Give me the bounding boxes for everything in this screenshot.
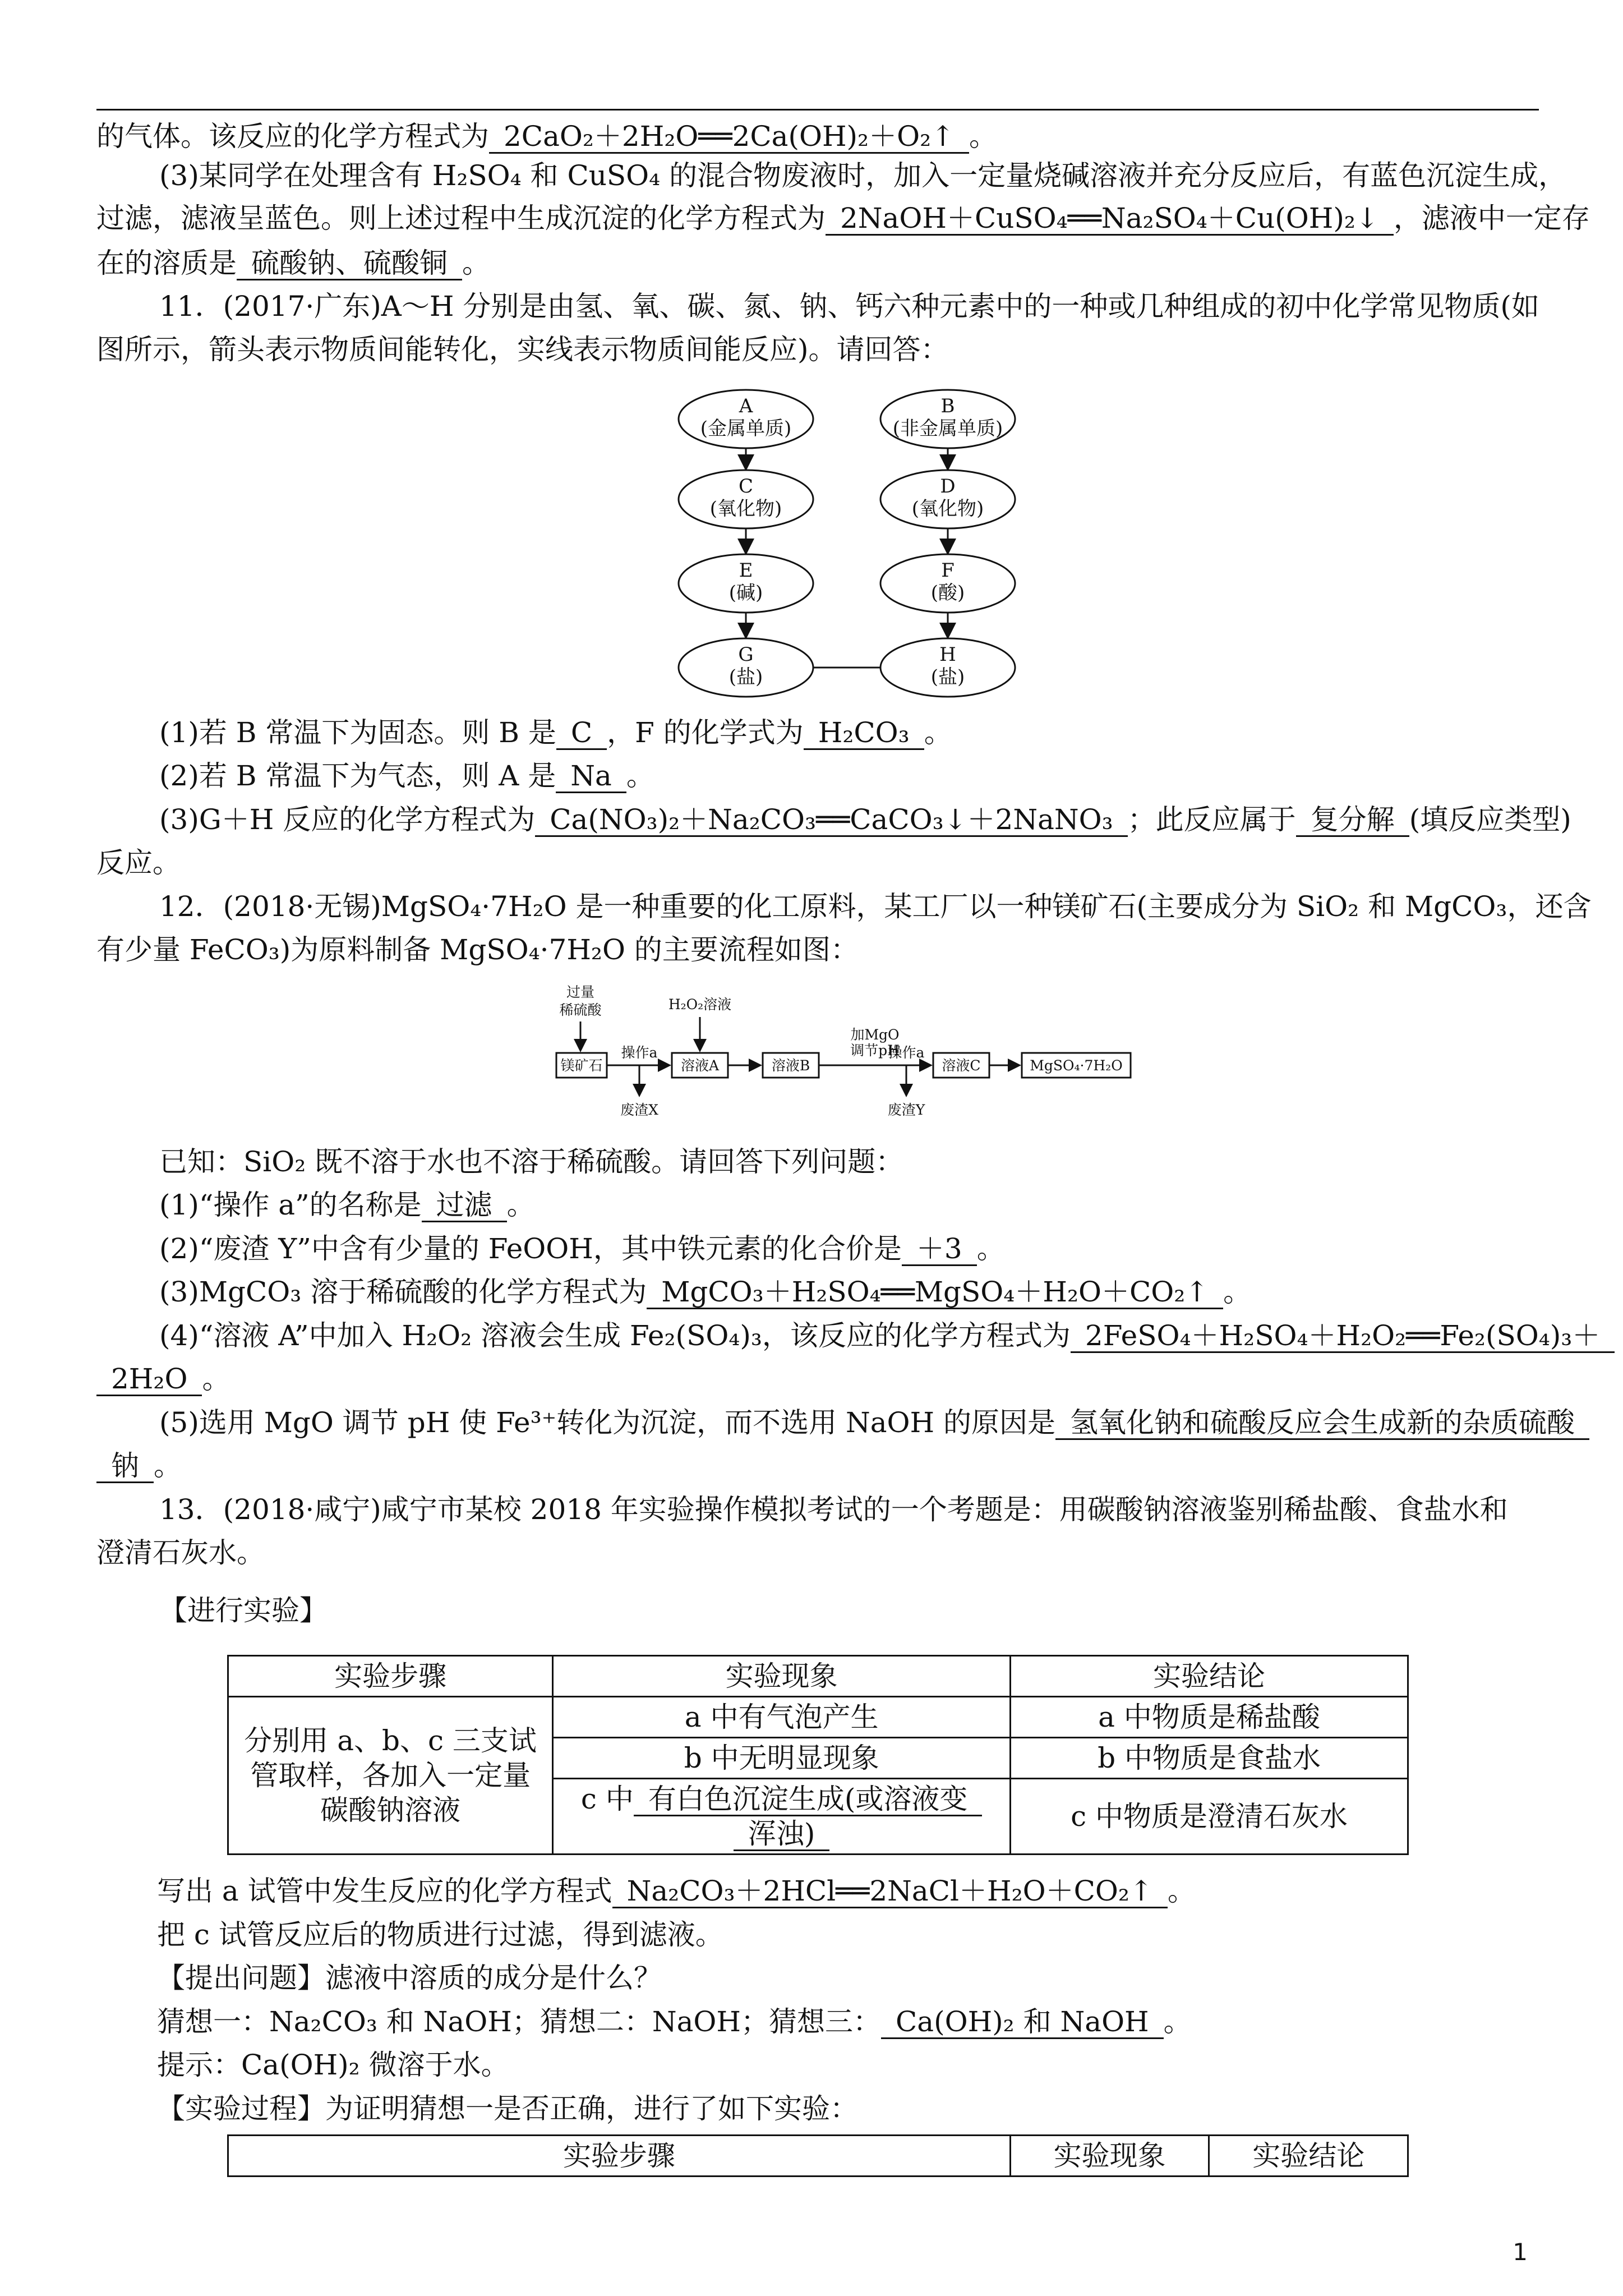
table-cell: b 中无明显现象: [553, 1738, 1011, 1779]
table-cell: b 中物质是食盐水: [1011, 1738, 1408, 1779]
answer-blank: H₂CO₃: [804, 717, 924, 750]
operation-label: 操作a: [888, 1045, 925, 1061]
process-flow-diagram: [550, 984, 1144, 1133]
answer-blank: 2FeSO₄＋H₂SO₄＋H₂O₂══Fe₂(SO₄)₃＋: [1071, 1320, 1615, 1353]
table-header: 实验步骤: [228, 1656, 553, 1697]
text-line: 澄清石灰水。: [96, 1536, 265, 1569]
answer-blank: 复分解: [1296, 804, 1409, 837]
node-B-letter: B: [940, 395, 955, 417]
table-header: 实验结论: [1011, 1656, 1408, 1697]
text-line: 把 c 试管反应后的物质进行过滤，得到滤液。: [157, 1918, 723, 1951]
answer-blank: Na₂CO₃＋2HCl══2NaCl＋H₂O＋CO₂↑: [612, 1875, 1168, 1908]
answer-blank: Ca(NO₃)₂＋Na₂CO₃══CaCO₃↓＋2NaNO₃: [535, 804, 1127, 837]
reagent-label: H₂O₂溶液: [668, 996, 732, 1013]
answer-blank: 浑浊): [734, 1818, 830, 1851]
top-rule: [96, 109, 1539, 111]
text-line: 猜想一：Na₂CO₃ 和 NaOH；猜想二：NaOH；猜想三： Ca(OH)₂ 和 NaOH 。: [157, 2005, 1192, 2038]
text-line: (5)选用 MgO 调节 pH 使 Fe³⁺转化为沉淀，而不选用 NaOH 的原因是 氢氧化钠和硫酸反应会生成新的杂质硫酸: [96, 1405, 1601, 1440]
answer-blank: 2H₂O: [96, 1363, 202, 1396]
table-header: 实验结论: [1209, 2136, 1408, 2177]
reagent-label: 过量: [566, 984, 595, 1000]
node-H-letter: H: [939, 643, 956, 666]
node-A-letter: A: [739, 395, 753, 417]
text-line: 在的溶质是 硫酸钠、硫酸铜 。: [96, 247, 490, 279]
text-line: (2)“废渣 Y”中含有少量的 FeOOH，其中铁元素的化合价是 ＋3 。: [159, 1232, 1005, 1265]
answer-blank: ＋3: [902, 1233, 977, 1266]
answer-blank: 有白色沉淀生成(或溶液变: [634, 1783, 983, 1816]
table-row: [228, 1697, 1408, 1738]
text-line: 反应。: [96, 846, 181, 879]
answer-blank: Ca(OH)₂ 和 NaOH: [881, 2006, 1164, 2039]
box-solution-a: 溶液A: [680, 1057, 720, 1074]
table-header-row: [228, 2136, 1408, 2177]
node-A-label: (金属单质): [700, 417, 792, 440]
node-F-letter: F: [941, 559, 955, 582]
node-D-letter: D: [940, 475, 956, 498]
text-line: 的气体。该反应的化学方程式为 2CaO₂＋2H₂O══2Ca(OH)₂＋O₂↑ 。: [96, 120, 998, 153]
table-cell: a 中有气泡产生: [553, 1697, 1011, 1738]
table-header: 实验现象: [1010, 2136, 1209, 2177]
answer-blank: 2CaO₂＋2H₂O══2Ca(OH)₂＋O₂↑: [489, 121, 969, 154]
node-D-label: (氧化物): [911, 498, 984, 520]
table-cell: c 中 有白色沉淀生成(或溶液变 浑浊): [553, 1779, 1011, 1855]
answer-blank: 硫酸钠、硫酸铜: [237, 247, 462, 280]
experiment-table-2: [227, 2134, 1409, 2177]
text-line: 过滤，滤液呈蓝色。则上述过程中生成沉淀的化学方程式为 2NaOH＋CuSO₄══Na₂SO₄＋Cu(OH)₂↓ ，滤液中一定存: [96, 202, 1590, 234]
table-header: 实验步骤: [228, 2136, 1011, 2177]
table-cell: a 中物质是稀盐酸: [1011, 1697, 1408, 1738]
table-cell: c 中物质是澄清石灰水: [1011, 1779, 1408, 1855]
page-number: 1: [1513, 2238, 1528, 2266]
node-H-label: (盐): [930, 666, 965, 688]
text-line: 图所示，箭头表示物质间能转化，实线表示物质间能反应)。请回答：: [96, 333, 949, 366]
text-line: (2)若 B 常温下为气态，则 A 是 Na 。: [159, 760, 654, 792]
operation-label: 操作a: [621, 1045, 658, 1061]
text-line: 已知：SiO₂ 既不溶于水也不溶于稀硫酸。请回答下列问题：: [159, 1145, 904, 1178]
text-line: (1)“操作 a”的名称是 过滤 。: [159, 1189, 535, 1221]
text-line: 钠 。: [96, 1448, 1538, 1483]
node-G-letter: G: [738, 643, 754, 666]
waste-label: 废渣Y: [887, 1102, 925, 1118]
answer-blank: 钠: [96, 1450, 154, 1483]
node-C-label: (氧化物): [709, 498, 782, 520]
node-G-label: (盐): [728, 666, 763, 688]
text-line: 提示：Ca(OH)₂ 微溶于水。: [157, 2049, 509, 2081]
answer-blank: 2NaOH＋CuSO₄══Na₂SO₄＋Cu(OH)₂↓: [826, 203, 1394, 236]
node-E-label: (碱): [728, 582, 763, 604]
box-solution-c: 溶液C: [942, 1057, 981, 1074]
relationship-diagram: [673, 376, 1021, 712]
text-line: (4)“溶液 A”中加入 H₂O₂ 溶液会生成 Fe₂(SO₄)₃，该反应的化学方程式为 2FeSO₄＋H₂SO₄＋H₂O₂══Fe₂(SO₄)₃＋: [96, 1318, 1601, 1353]
table-header-row: [228, 1656, 1408, 1697]
reagent-label: 稀硫酸: [559, 1002, 602, 1018]
reagent-label: 加MgO: [850, 1027, 900, 1043]
node-E-letter: E: [739, 559, 753, 582]
question-11: 11．(2017·广东)A～H 分别是由氢、氧、碳、氮、钠、钙六种元素中的一种或几种组成的初中化学常见物质(如: [159, 290, 1539, 323]
text-line: 写出 a 试管中发生反应的化学方程式 Na₂CO₃＋2HCl══2NaCl＋H₂O＋CO₂↑ 。: [157, 1875, 1196, 1907]
text-line: (3)MgCO₃ 溶于稀硫酸的化学方程式为 MgCO₃＋H₂SO₄══MgSO₄＋H₂O＋CO₂↑ 。: [159, 1276, 1252, 1308]
table-cell-step: 分别用 a、b、c 三支试 管取样，各加入一定量 碳酸钠溶液: [228, 1697, 553, 1855]
text-line: (3)某同学在处理含有 H₂SO₄ 和 CuSO₄ 的混合物废液时，加入一定量烧碱溶液并充分反应后，有蓝色沉淀生成，: [159, 159, 1567, 192]
table-header: 实验现象: [553, 1656, 1011, 1697]
question-13: 13．(2018·咸宁)咸宁市某校 2018 年实验操作模拟考试的一个考题是：用碳酸钠溶液鉴别稀盐酸、食盐水和: [159, 1493, 1508, 1526]
text-line: 【提出问题】滤液中溶质的成分是什么？: [157, 1962, 662, 1994]
node-B-label: (非金属单质): [892, 417, 1003, 440]
box-product: MgSO₄·7H₂O: [1030, 1057, 1123, 1074]
answer-blank: C: [556, 717, 607, 750]
answer-blank: 过滤: [422, 1189, 507, 1222]
answer-blank: 氢氧化钠和硫酸反应会生成新的杂质硫酸: [1055, 1407, 1589, 1440]
text-line: 有少量 FeCO₃)为原料制备 MgSO₄·7H₂O 的主要流程如图：: [96, 933, 859, 966]
text-line: 2H₂O 。: [96, 1361, 1538, 1396]
reagent-label: 调节pH: [850, 1042, 900, 1059]
node-F-label: (酸): [930, 582, 965, 604]
waste-label: 废渣X: [620, 1102, 658, 1118]
question-12: 12．(2018·无锡)MgSO₄·7H₂O 是一种重要的化工原料，某工厂以一种镁矿石(主要成分为 SiO₂ 和 MgCO₃，还含: [159, 890, 1592, 923]
experiment-table: [227, 1655, 1409, 1855]
answer-blank: MgCO₃＋H₂SO₄══MgSO₄＋H₂O＋CO₂↑: [647, 1276, 1223, 1309]
section-heading: 【进行实验】: [159, 1594, 328, 1627]
text-line: 【实验过程】为证明猜想一是否正确，进行了如下实验：: [157, 2092, 858, 2125]
text-line: (1)若 B 常温下为固态。则 B 是 C ，F 的化学式为 H₂CO₃ 。: [159, 716, 952, 749]
answer-blank: Na: [556, 760, 626, 793]
node-C-letter: C: [738, 475, 754, 498]
box-solution-b: 溶液B: [771, 1057, 810, 1074]
box-ore: 镁矿石: [560, 1057, 603, 1074]
text-line: (3)G＋H 反应的化学方程式为 Ca(NO₃)₂＋Na₂CO₃══CaCO₃↓＋2NaNO₃ ；此反应属于 复分解 (填反应类型): [159, 803, 1571, 836]
